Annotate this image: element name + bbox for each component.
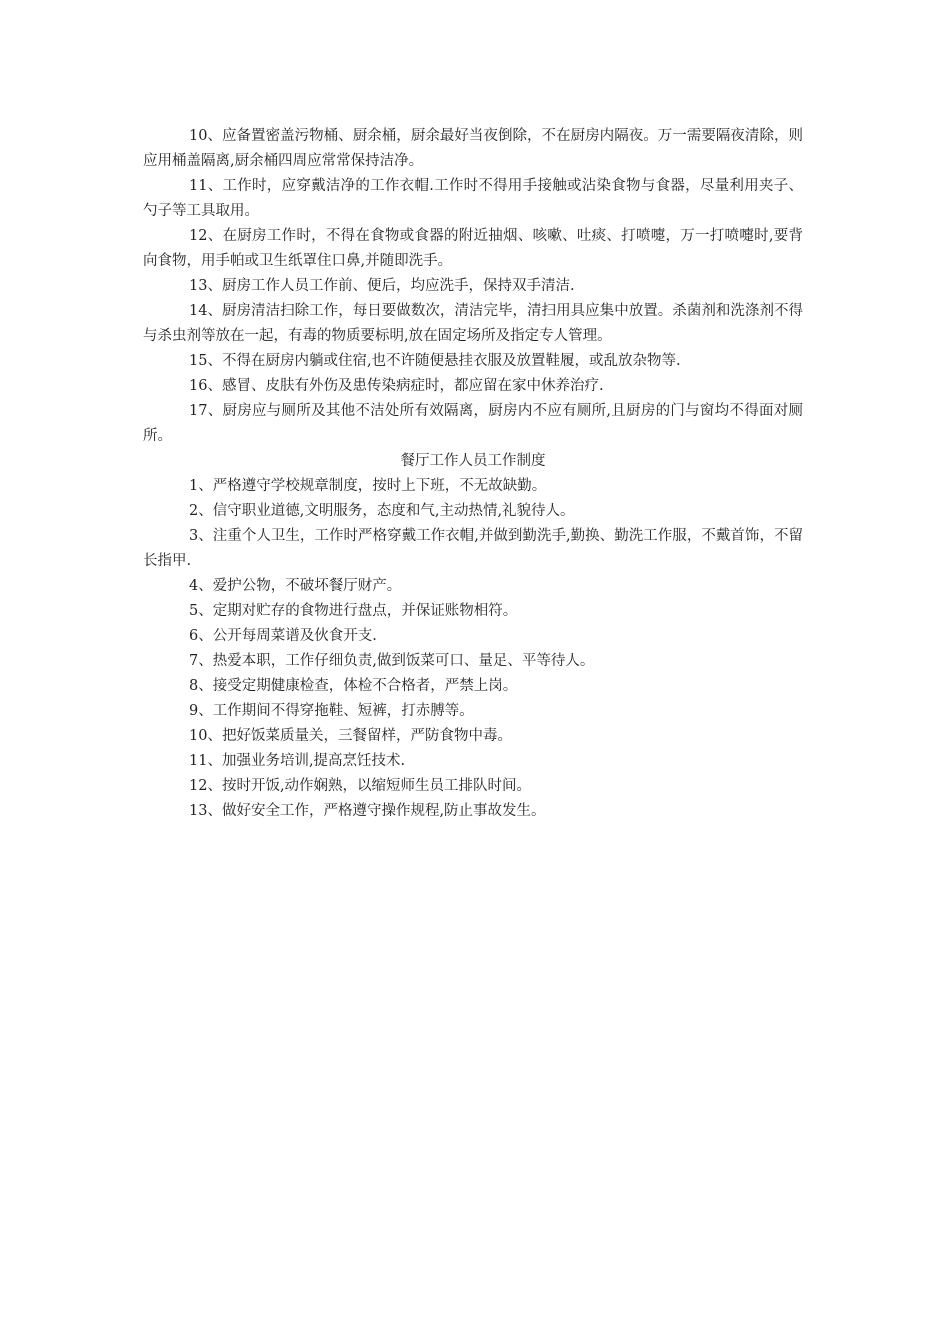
dining-rule-2: 2、信守职业道德,文明服务，态度和气,主动热情,礼貌待人。 [189, 503, 575, 519]
dining-rule-3: 3、注重个人卫生，工作时严格穿戴工作衣帽,并做到勤洗手,勤换、勤洗工作服，不戴首饰，不留长指甲. [143, 528, 803, 569]
dining-rule-6: 6、公开每周菜谱及伙食开支. [189, 628, 377, 644]
kitchen-rule-12: 12、在厨房工作时，不得在食物或食器的附近抽烟、咳嗽、吐痰、打喷嚏，万一打喷嚏时,要背向食物，用手帕或卫生纸罩住口鼻,并随即洗手。 [143, 228, 803, 269]
dining-rule-10: 10、把好饭菜质量关，三餐留样，严防食物中毒。 [189, 728, 512, 744]
dining-rule-8: 8、接受定期健康检查，体检不合格者，严禁上岗。 [189, 678, 518, 694]
kitchen-rule-11: 11、工作时，应穿戴洁净的工作衣帽.工作时不得用手接触或沾染食物与食器，尽量利用夹子、勺子等工具取用。 [143, 178, 803, 219]
dining-rule-11: 11、加强业务培训,提高烹饪技术. [189, 753, 406, 769]
dining-rule-5: 5、定期对贮存的食物进行盘点，并保证账物相符。 [189, 603, 518, 619]
kitchen-rule-14: 14、厨房清洁扫除工作，每日要做数次，清洁完毕，清扫用具应集中放置。杀菌剂和洗涤剂不得与杀虫剂等放在一起，有毒的物质要标明,放在固定场所及指定专人管理。 [143, 303, 803, 344]
kitchen-rule-10: 10、应备置密盖污物桶、厨余桶，厨余最好当夜倒除，不在厨房内隔夜。万一需要隔夜清除，则应用桶盖隔离,厨余桶四周应常常保持洁净。 [143, 128, 803, 169]
dining-rule-1: 1、严格遵守学校规章制度，按时上下班，不无故缺勤。 [189, 478, 547, 494]
kitchen-rule-16: 16、感冒、皮肤有外伤及患传染病症时，都应留在家中休养治疗. [189, 378, 604, 394]
kitchen-rule-13: 13、厨房工作人员工作前、便后，均应洗手，保持双手清洁. [189, 278, 575, 294]
dining-rule-4: 4、爱护公物，不破坏餐厅财产。 [189, 578, 402, 594]
kitchen-rule-15: 15、不得在厨房内躺或住宿,也不许随便悬挂衣服及放置鞋履，或乱放杂物等. [189, 353, 681, 369]
kitchen-rule-17: 17、厨房应与厕所及其他不洁处所有效隔离，厨房内不应有厕所,且厨房的门与窗均不得面对厕所。 [143, 403, 803, 444]
dining-rule-13: 13、做好安全工作，严格遵守操作规程,防止事故发生。 [189, 803, 546, 819]
document-page [143, 124, 803, 824]
section-title: 餐厅工作人员工作制度 [400, 453, 546, 469]
dining-rule-12: 12、按时开饭,动作娴熟，以缩短师生员工排队时间。 [189, 778, 532, 794]
dining-rule-9: 9、工作期间不得穿拖鞋、短裤，打赤膊等。 [189, 703, 474, 719]
dining-rule-7: 7、热爱本职，工作仔细负责,做到饭菜可口、量足、平等待人。 [189, 653, 595, 669]
